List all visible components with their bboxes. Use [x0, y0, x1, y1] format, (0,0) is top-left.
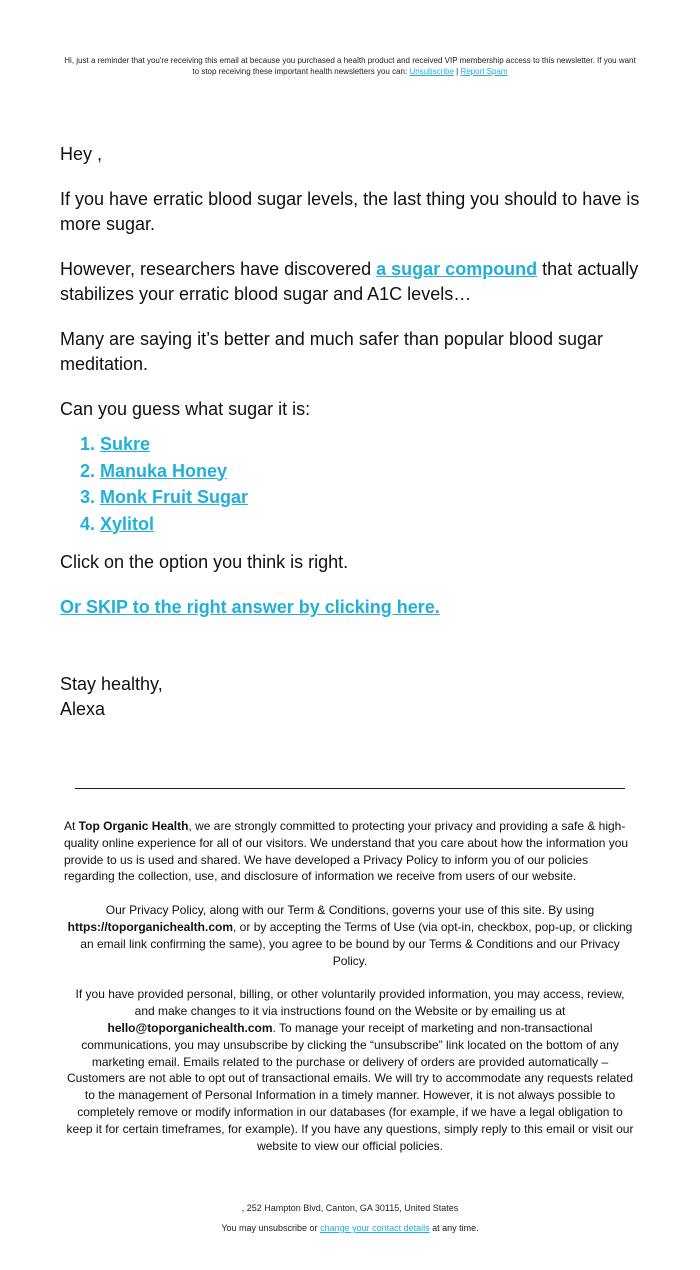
paragraph-discovery-end: that actually stabilizes your erratic blood sugar and A1C levels…	[60, 259, 639, 304]
quiz-instruction: Click on the option you think is right.	[60, 552, 349, 572]
legal-p1-body: , we are strongly committed to protecting your privacy and providing a safe & high-quality online experience for all of our visitors. We understand that you care about how the information you provide to us is used and shared. We have developed a Privacy Policy to inform you of our policies regarding the collection, use, and disclosure of information we receive from users of our website.	[64, 819, 629, 884]
signoff	[60, 672, 650, 722]
email-body	[60, 142, 650, 722]
quiz-option-item	[100, 431, 650, 458]
option-sukre-link[interactable]: Sukre	[100, 434, 151, 454]
legal-personal-info-paragraph	[64, 986, 636, 1154]
legal-privacy-commitment	[64, 818, 636, 885]
signoff-closing: Stay healthy,	[60, 674, 163, 694]
legal-p3-body: . To manage your receipt of marketing and non-transactional communications, you may unsubscribe by clicking the “unsubscribe” link located on the bottom of any marketing email. Emails related to the purchase or delivery of orders are provided automatically – Customers are not able to opt out of transactional emails. We will try to accommodate any requests related to the management of Personal Information in a timely manner. However, it is not always possible to completely remove or modify information in our databases (for example, if we have a legal obligation to keep it for certain timeframes, for example). If you have any questions, simply reply to this email or visit our website to view our official policies.	[66, 1020, 634, 1153]
quiz-option-item	[100, 484, 650, 511]
legal-section	[64, 818, 636, 1171]
legal-p1-prefix: At	[64, 819, 79, 833]
paragraph-discovery	[60, 257, 650, 307]
preheader-separator: |	[453, 67, 461, 76]
signoff-name: Alexa	[60, 699, 106, 719]
option-monk-fruit-sugar-link[interactable]: Monk Fruit Sugar	[100, 487, 248, 507]
paragraph-claim: Many are saying it’s better and much safer than popular blood sugar meditation.	[60, 329, 603, 374]
brand-name: Top Organic Health	[78, 819, 189, 833]
option-xylitol-link[interactable]: Xylitol	[100, 513, 155, 534]
footer-unsub-suffix: at any time.	[429, 1223, 479, 1233]
quiz-question: Can you guess what sugar it is:	[60, 399, 311, 419]
skip-paragraph	[60, 595, 650, 620]
sugar-compound-link[interactable]: a sugar compound	[376, 259, 538, 279]
footer-unsubscribe-line	[0, 1222, 700, 1234]
unsubscribe-link[interactable]: Unsubscribe	[409, 67, 454, 76]
footer	[0, 1202, 700, 1242]
quiz-options-list	[60, 431, 650, 537]
greeting: Hey ,	[60, 144, 103, 164]
quiz-option-item	[100, 511, 650, 538]
paragraph-discovery-start: However, researchers have discovered	[60, 259, 377, 279]
legal-p3-prefix: If you have provided personal, billing, or other voluntarily provided information, you may access, review, and make changes to it via instructions found on the Website or by emailing us at	[75, 987, 625, 1019]
paragraph-intro: If you have erratic blood sugar levels, the last thing you should to have is more sugar.	[60, 189, 640, 234]
contact-email: hello@toporganichealth.com	[107, 1020, 273, 1035]
legal-terms-paragraph	[64, 902, 636, 969]
legal-p2-body: , or by accepting the Terms of Use (via opt-in, checkbox, pop-up, or clicking an email link confirming the same), you agree to be bound by our Terms & Conditions and our Privacy Policy.	[80, 919, 633, 968]
report-spam-link[interactable]: Report Spam	[460, 67, 508, 76]
website-url: https://toporganichealth.com	[67, 919, 234, 934]
quiz-option-item	[100, 458, 650, 485]
legal-p2-prefix: Our Privacy Policy, along with our Term & Conditions, governs your use of this site. By using	[105, 903, 595, 918]
preheader-text: Hi, just a reminder that you're receiving this email at because you purchased a health product and received VIP membership access to this newsletter. If you want to stop receiving these important health newsletters you can:	[64, 56, 636, 76]
skip-to-answer-link[interactable]: Or SKIP to the right answer by clicking here.	[60, 597, 440, 617]
divider	[75, 788, 625, 789]
option-manuka-honey-link[interactable]: Manuka Honey	[100, 460, 228, 481]
preheader	[60, 55, 640, 77]
footer-address: , 252 Hampton Blvd, Canton, GA 30115, United States	[241, 1203, 459, 1213]
change-contact-details-link[interactable]: change your contact details	[320, 1223, 430, 1233]
footer-unsub-prefix: You may unsubscribe or	[221, 1223, 321, 1233]
